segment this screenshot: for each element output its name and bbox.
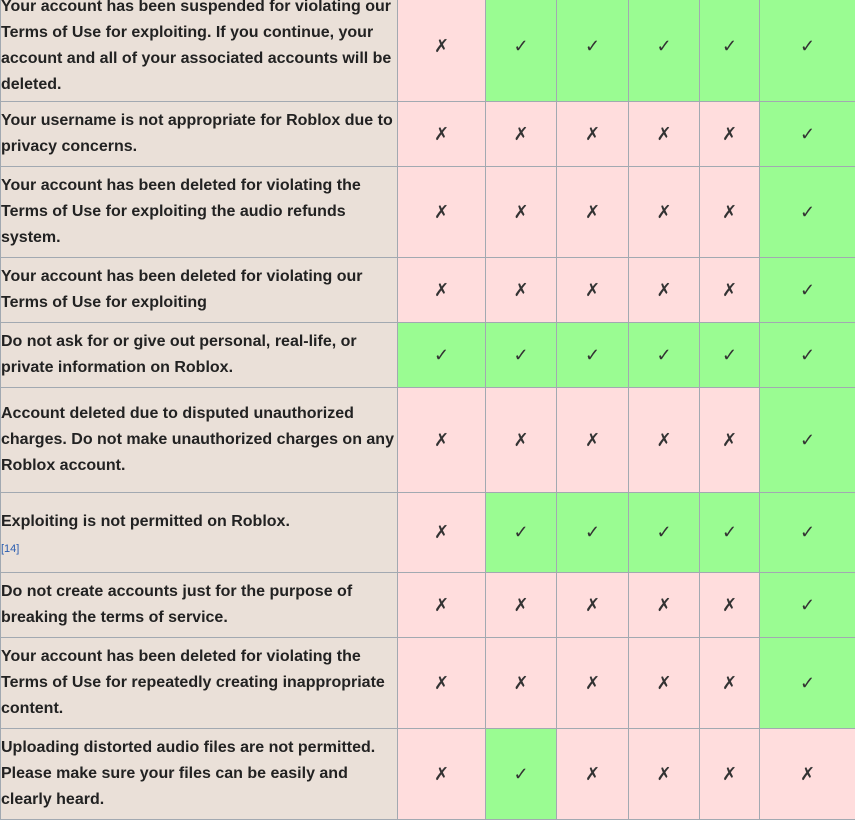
status-cell	[629, 323, 700, 388]
status-cell	[760, 258, 855, 323]
message-cell	[1, 258, 398, 323]
status-cell	[629, 0, 700, 102]
status-mark-icon: ✗	[433, 763, 450, 784]
status-cell	[398, 102, 486, 167]
message-text: Account deleted due to disputed unauthorized charges. Do not make unauthorized charges on any Roblox account.	[1, 405, 394, 474]
status-cell	[629, 388, 700, 493]
status-cell	[629, 493, 700, 573]
table-row	[1, 493, 855, 573]
status-mark-icon: ✗	[513, 429, 529, 450]
message-text: Your account has been deleted for violating the Terms of Use for repeatedly creating inappropriate content.	[1, 648, 385, 717]
message-text: Uploading distorted audio files are not permitted. Please make sure your files can be easily and clearly heard.	[1, 739, 376, 808]
status-cell	[557, 729, 629, 820]
status-mark-icon: ✓	[656, 522, 672, 542]
message-cell	[1, 729, 398, 820]
message-cell	[1, 167, 398, 258]
status-cell	[629, 638, 700, 729]
message-text: Your account has been deleted for violating the Terms of Use for exploiting the audio refunds system.	[1, 177, 361, 246]
status-cell	[629, 573, 700, 638]
status-cell	[700, 0, 760, 102]
status-mark-icon: ✗	[433, 429, 450, 450]
message-cell	[1, 493, 398, 573]
status-mark-icon: ✗	[433, 594, 450, 615]
status-mark-icon: ✓	[721, 35, 738, 56]
status-mark-icon: ✗	[656, 279, 672, 300]
status-mark-icon: ✓	[584, 35, 601, 56]
status-cell	[486, 258, 557, 323]
status-mark-icon: ✓	[721, 344, 738, 365]
status-cell	[629, 167, 700, 258]
status-cell	[557, 573, 629, 638]
status-cell	[557, 0, 629, 102]
reference-link[interactable]: [14]	[1, 542, 20, 555]
status-cell	[557, 258, 629, 323]
status-mark-icon: ✓	[584, 522, 601, 542]
status-mark-icon: ✓	[656, 35, 672, 56]
status-cell	[760, 102, 855, 167]
message-text: Exploiting is not permitted on Roblox.	[1, 512, 290, 530]
status-cell	[700, 388, 760, 493]
status-cell	[486, 493, 557, 573]
status-mark-icon: ✓	[513, 522, 529, 542]
message-text: Your account has been suspended for violating our Terms of Use for exploiting. If you continue, your account and all of your associated accounts will be deleted.	[1, 0, 392, 93]
status-mark-icon: ✗	[433, 279, 450, 300]
status-mark-icon: ✓	[799, 201, 816, 222]
status-cell	[486, 729, 557, 820]
status-cell	[557, 493, 629, 573]
status-mark-icon: ✗	[584, 594, 601, 615]
status-cell	[398, 167, 486, 258]
status-mark-icon: ✗	[584, 201, 601, 222]
message-cell	[1, 323, 398, 388]
status-cell	[398, 573, 486, 638]
status-cell	[398, 638, 486, 729]
message-text: Your account has been deleted for violating our Terms of Use for exploiting	[1, 268, 363, 311]
status-cell	[629, 102, 700, 167]
status-cell	[760, 493, 855, 573]
table-row	[1, 258, 855, 323]
status-cell	[486, 573, 557, 638]
status-mark-icon: ✗	[656, 763, 672, 784]
table-row	[1, 167, 855, 258]
status-cell	[486, 167, 557, 258]
status-mark-icon: ✗	[433, 522, 450, 542]
status-cell	[760, 388, 855, 493]
table-row	[1, 388, 855, 493]
message-text: Your username is not appropriate for Roblox due to privacy concerns.	[1, 112, 393, 155]
status-mark-icon: ✓	[656, 344, 672, 365]
status-cell	[760, 0, 855, 102]
status-cell	[398, 323, 486, 388]
status-mark-icon: ✓	[799, 279, 816, 300]
message-cell	[1, 388, 398, 493]
status-cell	[486, 323, 557, 388]
status-mark-icon: ✓	[721, 522, 738, 542]
table-row	[1, 729, 855, 820]
status-mark-icon: ✗	[433, 123, 450, 144]
status-cell	[557, 388, 629, 493]
status-cell	[398, 0, 486, 102]
status-cell	[398, 729, 486, 820]
message-text: Do not create accounts just for the purpose of breaking the terms of service.	[1, 583, 353, 626]
status-cell	[557, 102, 629, 167]
message-cell	[1, 638, 398, 729]
status-mark-icon: ✓	[799, 672, 816, 693]
table-row	[1, 323, 855, 388]
status-mark-icon: ✗	[656, 201, 672, 222]
status-cell	[700, 573, 760, 638]
status-mark-icon: ✗	[721, 594, 738, 615]
status-cell	[398, 258, 486, 323]
status-cell	[486, 102, 557, 167]
status-cell	[629, 729, 700, 820]
status-mark-icon: ✓	[799, 522, 816, 542]
status-mark-icon: ✓	[433, 344, 450, 365]
status-mark-icon: ✗	[721, 672, 738, 693]
message-cell	[1, 573, 398, 638]
status-cell	[700, 102, 760, 167]
status-cell	[700, 258, 760, 323]
status-cell	[629, 258, 700, 323]
status-mark-icon: ✓	[799, 123, 816, 144]
status-mark-icon: ✗	[513, 201, 529, 222]
status-cell	[760, 729, 855, 820]
status-mark-icon: ✗	[799, 763, 816, 784]
status-mark-icon: ✗	[433, 201, 450, 222]
status-mark-icon: ✗	[721, 763, 738, 784]
status-cell	[486, 388, 557, 493]
status-mark-icon: ✗	[721, 123, 738, 144]
status-mark-icon: ✓	[799, 594, 816, 615]
status-mark-icon: ✗	[656, 123, 672, 144]
status-cell	[486, 638, 557, 729]
status-mark-icon: ✓	[799, 35, 816, 56]
status-mark-icon: ✗	[433, 35, 450, 56]
message-text: Do not ask for or give out personal, real-life, or private information on Roblox.	[1, 333, 357, 376]
message-cell	[1, 0, 398, 102]
status-mark-icon: ✗	[433, 672, 450, 693]
status-mark-icon: ✗	[584, 672, 601, 693]
status-mark-icon: ✗	[721, 429, 738, 450]
status-mark-icon: ✗	[513, 279, 529, 300]
status-mark-icon: ✓	[513, 763, 529, 784]
status-mark-icon: ✓	[513, 35, 529, 56]
status-mark-icon: ✓	[799, 429, 816, 450]
status-mark-icon: ✗	[656, 429, 672, 450]
message-cell	[1, 102, 398, 167]
status-mark-icon: ✗	[513, 594, 529, 615]
status-mark-icon: ✗	[584, 763, 601, 784]
status-mark-icon: ✓	[799, 344, 816, 365]
status-cell	[700, 638, 760, 729]
status-cell	[700, 323, 760, 388]
status-mark-icon: ✓	[584, 344, 601, 365]
status-mark-icon: ✗	[656, 672, 672, 693]
status-mark-icon: ✗	[513, 123, 529, 144]
status-mark-icon: ✗	[721, 201, 738, 222]
table-row	[1, 102, 855, 167]
status-cell	[557, 638, 629, 729]
status-cell	[700, 729, 760, 820]
status-mark-icon: ✗	[656, 594, 672, 615]
status-cell	[760, 167, 855, 258]
table-row	[1, 638, 855, 729]
status-cell	[557, 323, 629, 388]
status-cell	[557, 167, 629, 258]
status-mark-icon: ✗	[513, 672, 529, 693]
status-mark-icon: ✗	[584, 279, 601, 300]
status-mark-icon: ✗	[584, 429, 601, 450]
status-cell	[700, 493, 760, 573]
status-mark-icon: ✗	[584, 123, 601, 144]
table-row	[1, 573, 855, 638]
status-mark-icon: ✓	[513, 344, 529, 365]
status-cell	[486, 0, 557, 102]
status-cell	[760, 573, 855, 638]
status-cell	[700, 167, 760, 258]
status-cell	[760, 638, 855, 729]
status-cell	[398, 388, 486, 493]
status-cell	[760, 323, 855, 388]
status-cell	[398, 493, 486, 573]
table-row	[1, 0, 855, 102]
status-mark-icon: ✗	[721, 279, 738, 300]
